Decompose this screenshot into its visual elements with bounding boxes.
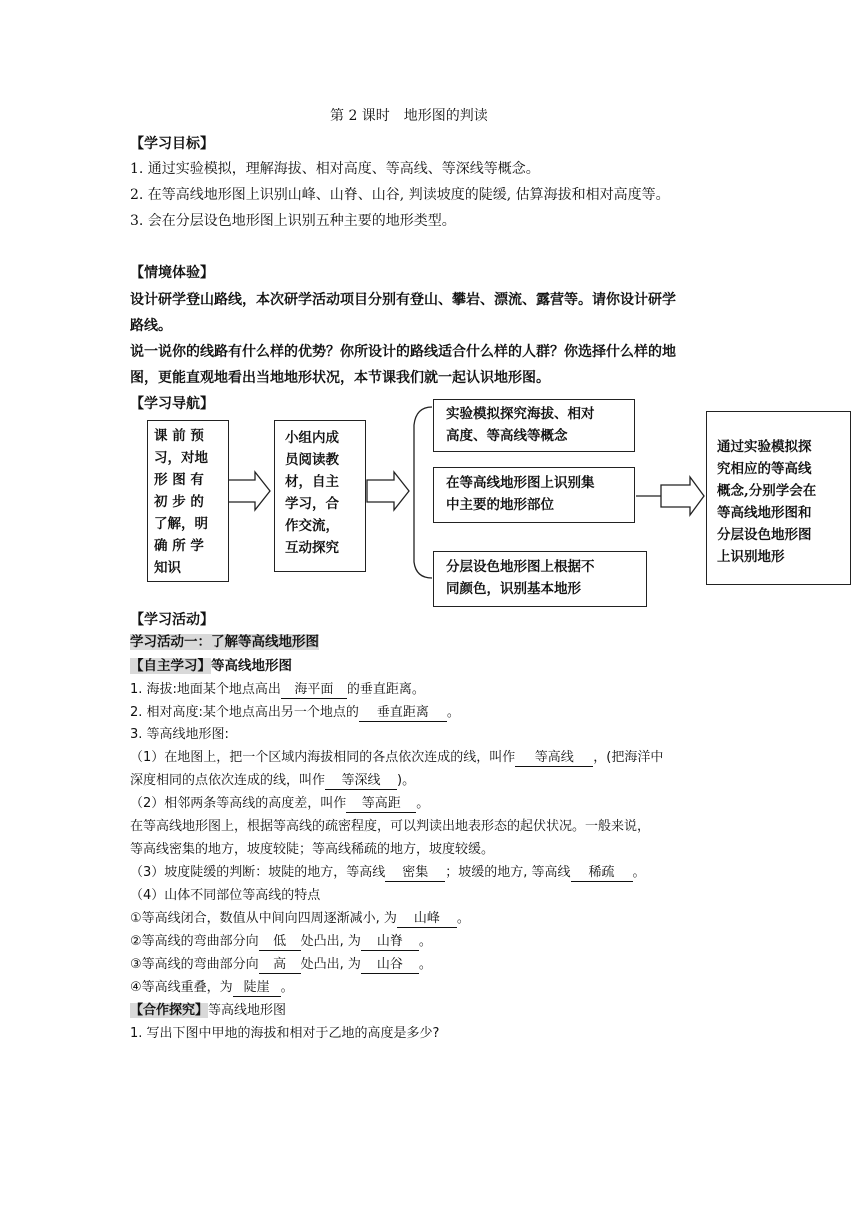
text: 。 [418,957,432,972]
coop-heading [130,1001,286,1021]
goal-item: 1. 通过实验模拟，理解海拔、相对高度、等高线、等深线等概念。 [130,161,540,177]
text: 。 [632,865,646,880]
text-line: 等高线密集的地方，坡度较陡；等高线稀疏的地方，坡度较缓。 [130,842,495,857]
text: （2）相邻两条等高线的高度差，叫作 [130,796,347,811]
nav-box-line: 互动探究 [285,540,339,556]
text-line: （4）山体不同部位等高线的特点 [130,888,321,903]
text: ③等高线的弯曲部分向 [130,957,259,972]
scenario-heading: 【情境体验】 [130,265,214,281]
nav-box-line: 实验模拟探究海拔、相对 [446,406,595,422]
scenario-text: 设计研学登山路线，本次研学活动项目分别有登山、攀岩、漂流、露营等。请你设计研学 [130,292,676,308]
fill-line [130,703,460,723]
activities-heading: 【学习活动】 [130,612,214,628]
fill-line [130,932,432,952]
nav-box-contour [433,467,635,523]
nav-box-line: 究相应的等高线 [717,461,812,477]
text: 处凸出, 为 [300,934,361,949]
fill-line [130,748,663,768]
nav-box-line: 学习，合 [285,496,339,512]
nav-box-line: 通过实验模拟探 [717,439,812,455]
flow-arrow [661,477,704,515]
nav-box-line: 中主要的地形部位 [446,497,554,513]
nav-box-outcome [706,411,851,585]
text: 深度相同的点依次连成的线，叫作 [130,773,326,788]
goal-item: 2. 在等高线地形图上识别山峰、山脊、山谷, 判读坡度的陡缓, 估算海拔和相对高度等。 [130,187,670,203]
flow-arrow [228,472,270,510]
text: 。 [446,705,460,720]
nav-box-line: 初 步 的 [154,494,204,510]
answer-blank: 等高距 [346,795,416,813]
nav-box-line: 概念,分别学会在 [717,483,817,499]
answer-blank: 等深线 [325,772,397,790]
text: )。 [397,773,416,788]
fill-line [130,863,646,883]
answer-blank: 稀疏 [571,864,633,882]
nav-box-line: 课 前 预 [154,428,204,444]
coop-tag: 【合作探究】 [130,1003,209,1018]
nav-box-line: 同颜色，识别基本地形 [446,581,581,597]
nav-box-line: 高度、等高线等概念 [446,428,568,444]
nav-box-line: 等高线地形图和 [717,505,812,521]
answer-blank: 海平面 [281,681,347,699]
self-study-tag: 【自主学习】 [130,658,211,674]
nav-box-line: 材，自主 [285,474,339,490]
text: ①等高线闭合，数值从中间向四周逐渐减小, 为 [130,911,397,926]
answer-blank: 垂直距离 [359,704,447,722]
fill-line [130,909,470,929]
text: （3）坡度陡缓的判断：坡陡的地方，等高线 [130,865,386,880]
nav-box-line: 习，对地 [154,450,208,466]
nav-heading: 【学习导航】 [130,396,214,412]
text-line: 3. 等高线地形图: [130,727,229,742]
question: 1. 写出下图中甲地的海拔和相对于乙地的高度是多少? [130,1026,440,1041]
self-study-heading [130,656,292,676]
scenario-text: 路线。 [130,318,172,334]
nav-box-line: 员阅读教 [285,452,339,468]
answer-blank: 高 [259,956,301,974]
nav-box-layered [433,551,647,607]
text: ；坡缓的地方, 等高线 [445,865,571,880]
nav-box-line: 小组内成 [285,430,339,446]
nav-box-line: 知识 [154,560,181,576]
fill-line [130,955,432,975]
fill-line [130,794,429,814]
activity-title-text: 学习活动一：了解等高线地形图 [130,634,319,650]
scenario-text: 说一说你的线路有什么样的优势？你所设计的路线适合什么样的人群？你选择什么样的地 [130,344,676,360]
nav-box-preview [147,420,229,582]
fill-line [130,978,294,998]
activity-title [130,632,319,652]
text: 2. 相对高度:某个地点高出另一个地点的 [130,705,359,720]
coop-topic: 等高线地形图 [208,1003,287,1018]
nav-box-line: 形 图 有 [154,472,204,488]
self-study-topic: 等高线地形图 [211,658,292,674]
text: （1）在地图上，把一个区域内海拔相同的各点依次连成的线，叫作 [130,750,516,765]
scenario-text: 图，更能直观地看出当地地形状况，本节课我们就一起认识地形图。 [130,370,550,386]
nav-box-line: 上识别地形 [717,549,785,565]
goal-item: 3. 会在分层设色地形图上识别五种主要的地形类型。 [130,213,456,229]
answer-blank: 山峰 [397,910,457,928]
text: 的垂直距离。 [346,682,425,697]
text: ②等高线的弯曲部分向 [130,934,259,949]
fill-line [130,680,425,700]
text: ，(把海洋中 [593,750,664,765]
answer-blank: 低 [259,933,301,951]
flow-bracket [414,407,432,578]
answer-blank: 等高线 [515,749,593,767]
fill-line [130,771,415,791]
nav-box-experiment [433,399,635,452]
nav-box-group-study [274,420,366,572]
text: 。 [456,911,470,926]
answer-blank: 山脊 [361,933,419,951]
text: 1. 海拔:地面某个地点高出 [130,682,281,697]
text: 。 [416,796,430,811]
nav-box-line: 了解，明 [154,516,208,532]
text: ④等高线重叠，为 [130,980,233,995]
nav-box-line: 分层设色地形图上根据不 [446,559,595,575]
nav-box-line: 作交流， [285,518,339,534]
nav-box-line: 在等高线地形图上识别集 [446,475,595,491]
text: 。 [280,980,294,995]
goals-heading: 【学习目标】 [130,136,214,152]
text: 处凸出, 为 [300,957,361,972]
flow-arrow [367,472,409,510]
text-line: 在等高线地形图上，根据等高线的疏密程度，可以判读出地表形态的起伏状况。一般来说， [130,819,651,834]
answer-blank: 山谷 [361,956,419,974]
nav-box-line: 确 所 学 [154,538,204,554]
nav-box-line: 分层设色地形图 [717,527,812,543]
text: 。 [418,934,432,949]
answer-blank: 密集 [385,864,445,882]
answer-blank: 陡崖 [233,979,281,997]
page-title: 第 2 课时 地形图的判读 [330,108,488,124]
